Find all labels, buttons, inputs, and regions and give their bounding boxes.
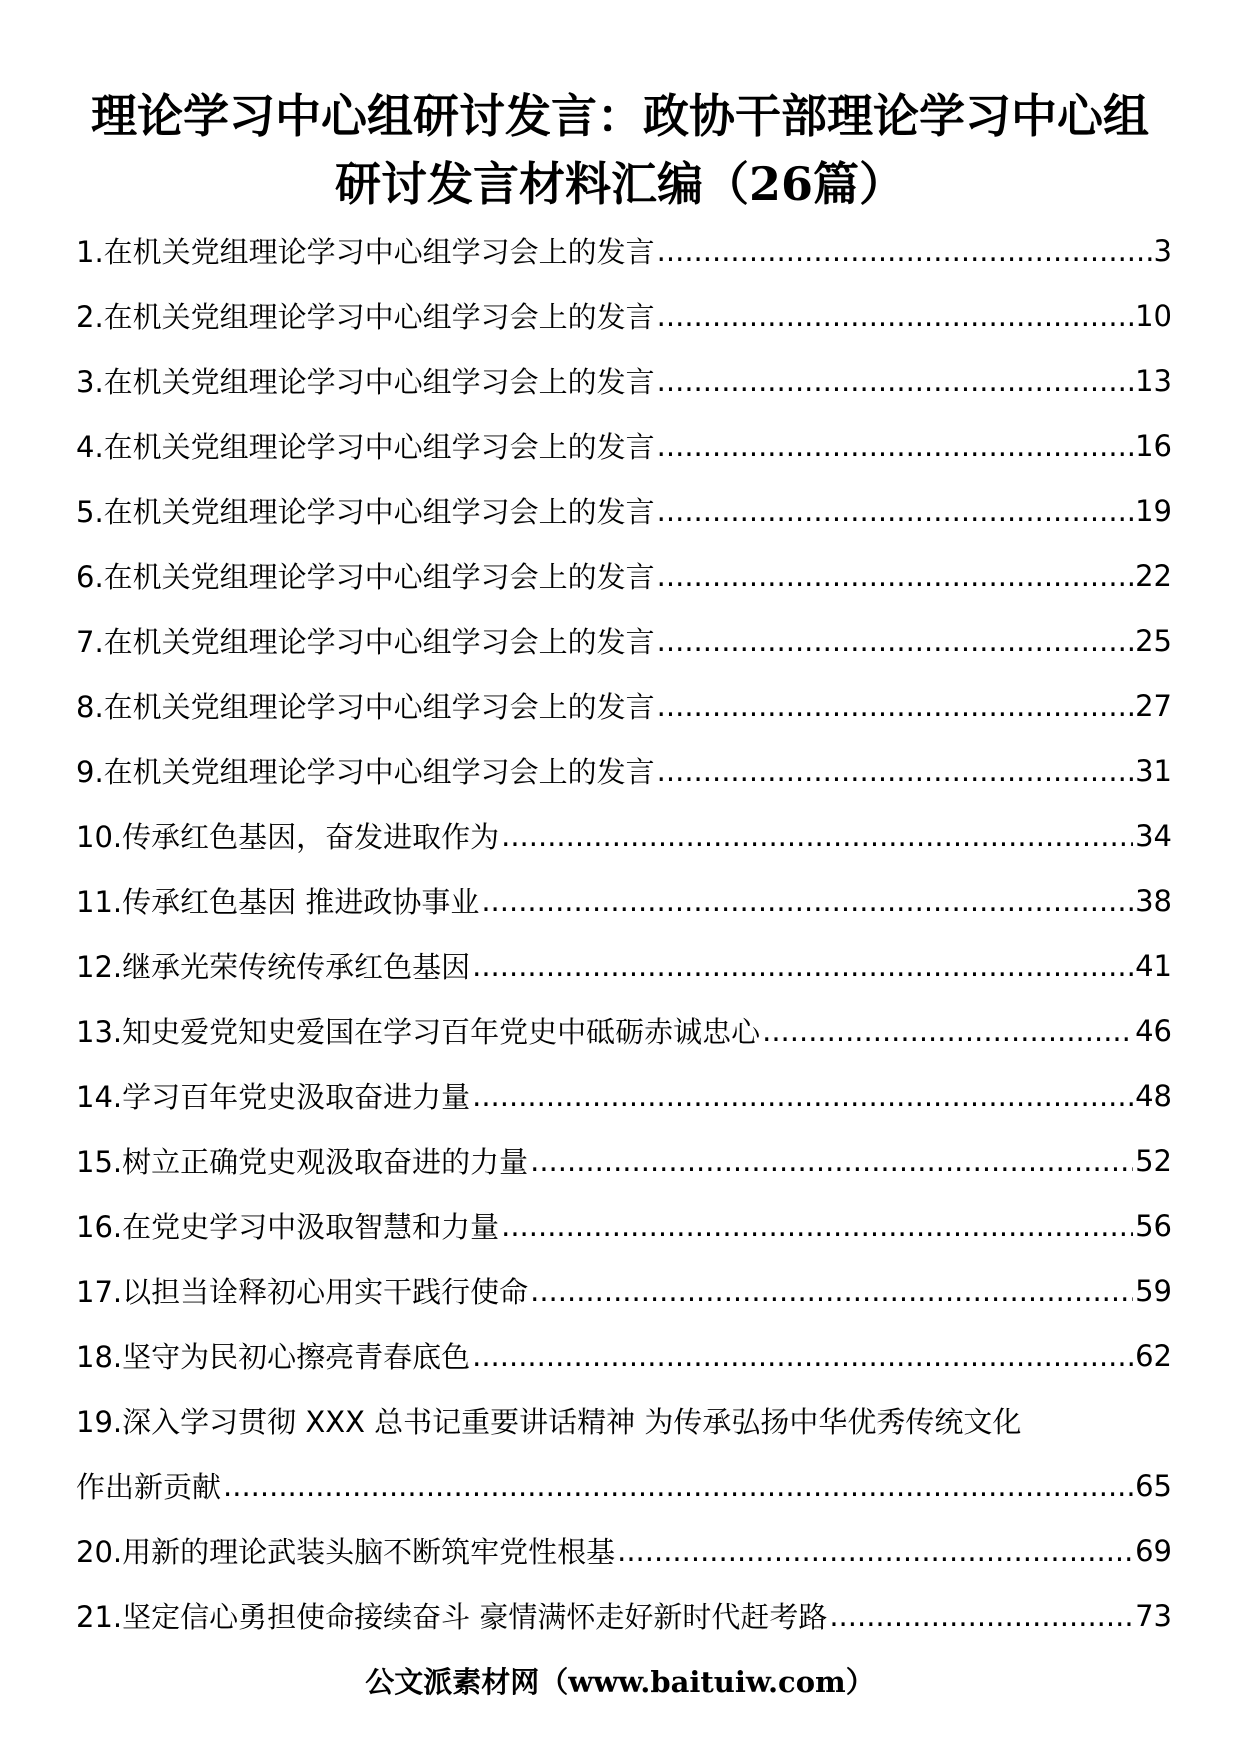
toc-entry-page-number: 19 [1135, 493, 1172, 528]
toc-entry[interactable] [76, 218, 1172, 283]
toc-dot-leader [762, 1014, 1133, 1048]
toc-dot-leader [223, 1469, 1133, 1503]
toc-entry-page-number: 25 [1135, 623, 1172, 658]
toc-entry[interactable] [76, 1193, 1172, 1258]
toc-entry-title: 21.坚定信心勇担使命接续奋斗 豪情满怀走好新时代赶考路 [76, 1600, 828, 1634]
toc-dot-leader [657, 624, 1133, 658]
toc-entry[interactable] [76, 1128, 1172, 1193]
toc-dot-leader [530, 1274, 1133, 1308]
toc-dot-leader [501, 819, 1133, 853]
toc-dot-leader [657, 689, 1133, 723]
toc-entry-title: 9.在机关党组理论学习中心组学习会上的发言 [76, 755, 655, 789]
toc-entry-title: 15.树立正确党史观汲取奋进的力量 [76, 1145, 529, 1179]
toc-entry-title: 1.在机关党组理论学习中心组学习会上的发言 [76, 235, 655, 269]
document-title [60, 82, 1180, 218]
toc-entry-title: 5.在机关党组理论学习中心组学习会上的发言 [76, 495, 655, 529]
toc-entry-page-number: 16 [1135, 428, 1172, 463]
table-of-contents [76, 218, 1172, 1648]
toc-dot-leader [481, 884, 1133, 918]
toc-entry-page-number: 31 [1135, 753, 1172, 788]
toc-entry-title: 19.深入学习贯彻 XXX 总书记重要讲话精神 为传承弘扬中华优秀传统文化 [76, 1405, 1022, 1439]
toc-dot-leader [530, 1144, 1133, 1178]
toc-entry[interactable] [76, 1453, 1172, 1518]
toc-dot-leader [657, 234, 1152, 268]
toc-dot-leader [657, 429, 1133, 463]
toc-entry-title: 14.学习百年党史汲取奋进力量 [76, 1080, 471, 1114]
toc-entry-page-number: 3 [1153, 233, 1172, 268]
toc-entry-title: 17.以担当诠释初心用实干践行使命 [76, 1275, 529, 1309]
toc-dot-leader [657, 299, 1133, 333]
toc-entry-page-number: 41 [1135, 948, 1172, 983]
toc-entry[interactable] [76, 933, 1172, 998]
toc-entry[interactable] [76, 738, 1172, 803]
toc-entry[interactable] [76, 673, 1172, 738]
toc-entry-title: 6.在机关党组理论学习中心组学习会上的发言 [76, 560, 655, 594]
toc-entry[interactable] [76, 1388, 1172, 1453]
toc-entry[interactable] [76, 348, 1172, 413]
toc-entry-title: 7.在机关党组理论学习中心组学习会上的发言 [76, 625, 655, 659]
toc-entry-page-number: 34 [1135, 818, 1172, 853]
toc-entry-title: 11.传承红色基因 推进政协事业 [76, 885, 480, 919]
toc-entry-page-number: 69 [1135, 1533, 1172, 1568]
toc-dot-leader [617, 1534, 1133, 1568]
toc-entry-page-number: 62 [1135, 1338, 1172, 1373]
toc-dot-leader [657, 754, 1133, 788]
toc-entry-page-number: 10 [1135, 298, 1172, 333]
toc-dot-leader [472, 1079, 1133, 1113]
toc-entry-title: 3.在机关党组理论学习中心组学习会上的发言 [76, 365, 655, 399]
toc-dot-leader [657, 494, 1133, 528]
toc-entry-page-number: 48 [1135, 1078, 1172, 1113]
toc-dot-leader [829, 1599, 1133, 1633]
toc-entry-page-number: 65 [1135, 1468, 1172, 1503]
toc-entry-title: 12.继承光荣传统传承红色基因 [76, 950, 471, 984]
toc-entry[interactable] [76, 868, 1172, 933]
toc-entry-title: 8.在机关党组理论学习中心组学习会上的发言 [76, 690, 655, 724]
toc-entry[interactable] [76, 1583, 1172, 1648]
toc-entry-page-number: 22 [1135, 558, 1172, 593]
toc-entry[interactable] [76, 478, 1172, 543]
toc-entry[interactable] [76, 608, 1172, 673]
toc-entry-page-number: 13 [1135, 363, 1172, 398]
toc-entry-page-number: 27 [1135, 688, 1172, 723]
toc-entry-title: 作出新贡献 [76, 1470, 222, 1504]
toc-dot-leader [657, 559, 1133, 593]
toc-entry-page-number: 56 [1135, 1208, 1172, 1243]
toc-entry[interactable] [76, 803, 1172, 868]
toc-entry-title: 16.在党史学习中汲取智慧和力量 [76, 1210, 500, 1244]
footer-source: 公文派素材网（www.baituiw.com） [365, 1665, 875, 1699]
toc-entry[interactable] [76, 1063, 1172, 1128]
toc-entry-page-number: 59 [1135, 1273, 1172, 1308]
toc-entry-page-number: 52 [1135, 1143, 1172, 1178]
document-title-line-2: 研讨发言材料汇编（26篇） [334, 157, 905, 211]
toc-entry[interactable] [76, 543, 1172, 608]
toc-dot-leader [472, 1339, 1133, 1373]
toc-entry-page-number: 73 [1135, 1598, 1172, 1633]
toc-entry[interactable] [76, 1323, 1172, 1388]
toc-entry[interactable] [76, 1258, 1172, 1323]
toc-entry-title: 18.坚守为民初心擦亮青春底色 [76, 1340, 471, 1374]
toc-entry[interactable] [76, 283, 1172, 348]
toc-entry-title: 4.在机关党组理论学习中心组学习会上的发言 [76, 430, 655, 464]
toc-entry-title: 20.用新的理论武装头脑不断筑牢党性根基 [76, 1535, 616, 1569]
document-title-line-1: 理论学习中心组研讨发言：政协干部理论学习中心组 [91, 89, 1149, 143]
toc-entry[interactable] [76, 998, 1172, 1063]
toc-entry-title: 2.在机关党组理论学习中心组学习会上的发言 [76, 300, 655, 334]
toc-dot-leader [472, 949, 1133, 983]
toc-entry-page-number: 46 [1135, 1013, 1172, 1048]
toc-entry-title: 13.知史爱党知史爱国在学习百年党史中砥砺赤诚忠心 [76, 1015, 761, 1049]
toc-dot-leader [501, 1209, 1133, 1243]
toc-entry-page-number: 38 [1135, 883, 1172, 918]
toc-entry[interactable] [76, 1518, 1172, 1583]
toc-entry-title: 10.传承红色基因，奋发进取作为 [76, 820, 500, 854]
toc-dot-leader [657, 364, 1133, 398]
toc-entry[interactable] [76, 413, 1172, 478]
